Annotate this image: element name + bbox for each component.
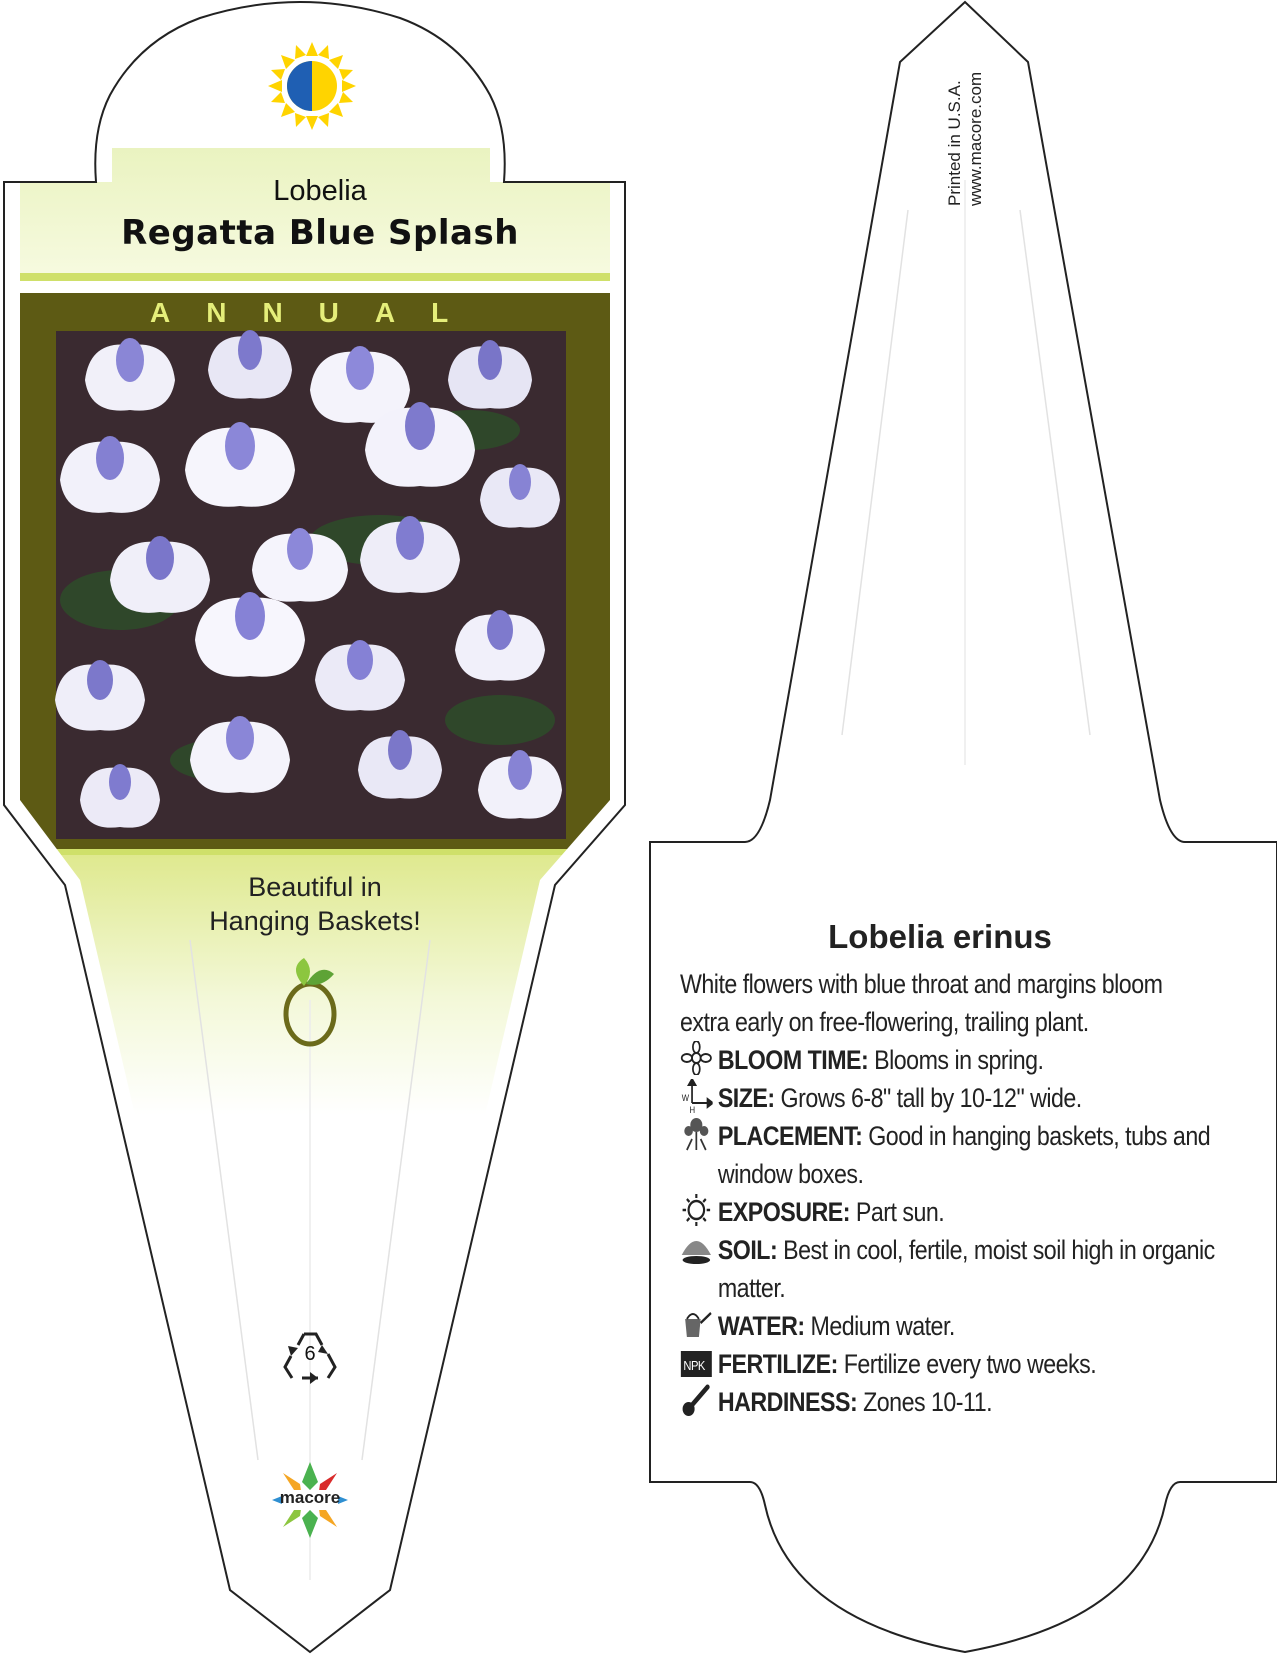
soil-pile-icon xyxy=(680,1231,713,1265)
thermometer-icon xyxy=(680,1383,713,1417)
exposure-value: Part sun. xyxy=(855,1197,945,1227)
botanical-name: Lobelia erinus xyxy=(828,918,1052,955)
attr-fertilize xyxy=(680,1345,1239,1383)
tagline-line1: Beautiful in xyxy=(248,872,382,902)
description: White flowers with blue throat and margins bloom extra early on free-flowering, trailing plant. xyxy=(680,969,1163,1037)
printed-note xyxy=(944,72,986,206)
printed-in: Printed in U.S.A. xyxy=(945,80,964,206)
tagline-line2: Hanging Baskets! xyxy=(209,906,421,936)
exposure-label: EXPOSURE: xyxy=(717,1197,850,1227)
fertilize-value: Fertilize every two weeks. xyxy=(843,1349,1097,1379)
svg-text:H: H xyxy=(689,1104,695,1113)
attr-bloom-time xyxy=(680,1041,1239,1079)
category-label: ANNUAL xyxy=(150,297,485,328)
recycle-code: 6 xyxy=(304,1343,316,1365)
placement-value: Good in hanging baskets, tubs and window boxes. xyxy=(717,1121,1211,1189)
flower-icon xyxy=(680,1041,713,1075)
attr-water xyxy=(680,1307,1239,1345)
size-arrows-icon xyxy=(680,1079,713,1113)
svg-text:W: W xyxy=(681,1092,689,1104)
bloom-time-label: BLOOM TIME: xyxy=(717,1045,869,1075)
fertilize-label: FERTILIZE: xyxy=(717,1349,838,1379)
attr-exposure xyxy=(680,1193,1239,1231)
tagline xyxy=(120,870,510,938)
soil-value: Best in cool, fertile, moist soil high in organic matter. xyxy=(717,1235,1215,1303)
soil-label: SOIL: xyxy=(717,1235,778,1265)
svg-text:NPK: NPK xyxy=(683,1358,705,1374)
size-value: Grows 6-8" tall by 10-12" wide. xyxy=(780,1083,1082,1113)
website: www.macore.com xyxy=(966,71,985,206)
attr-soil xyxy=(680,1231,1239,1307)
attr-size xyxy=(680,1079,1239,1117)
size-label: SIZE: xyxy=(717,1083,775,1113)
attr-hardiness xyxy=(680,1383,1239,1421)
hardiness-label: HARDINESS: xyxy=(717,1387,858,1417)
attr-placement xyxy=(680,1117,1239,1193)
cultivar-name: Regatta Blue Splash xyxy=(121,213,519,253)
flower-photo xyxy=(55,330,566,839)
water-label: WATER: xyxy=(717,1311,805,1341)
water-value: Medium water. xyxy=(810,1311,955,1341)
watering-can-icon xyxy=(680,1307,713,1341)
sun-partial-icon xyxy=(268,42,356,130)
brand-name: macore xyxy=(279,1488,341,1507)
common-name: Lobelia xyxy=(273,175,367,207)
sun-exposure-icon xyxy=(680,1193,713,1227)
hardiness-value: Zones 10-11. xyxy=(863,1387,993,1417)
npk-bag-icon xyxy=(680,1345,713,1379)
plant-details xyxy=(680,965,1239,1421)
bloom-time-value: Blooms in spring. xyxy=(874,1045,1044,1075)
placement-plant-icon xyxy=(680,1117,713,1151)
placement-label: PLACEMENT: xyxy=(717,1121,863,1151)
